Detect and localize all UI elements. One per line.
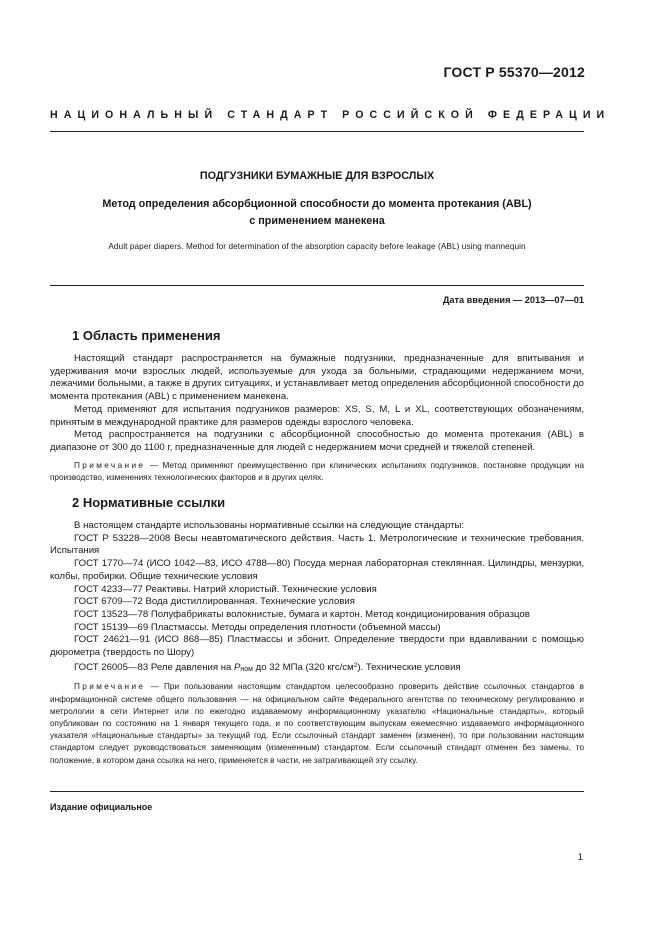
reference-item: ГОСТ 24621—91 (ИСО 868—85) Пластмассы и эбонит. Определение твердости при вдавливании с помощью дюрометра (твердость по Шору) — [50, 634, 584, 659]
header-rule — [50, 131, 584, 132]
national-standard-banner: НАЦИОНАЛЬНЫЙ СТАНДАРТ РОССИЙСКОЙ ФЕДЕРАЦИИ — [50, 109, 611, 121]
section-1-note — [50, 460, 584, 484]
subtitle-line-2: с применением манекена — [249, 215, 385, 227]
references-intro: В настоящем стандарте использованы нормативные ссылки на следующие стандарты: — [74, 520, 465, 532]
main-content — [50, 328, 584, 767]
section-1-heading: 1 Область применения — [72, 328, 221, 343]
note-label: Примечание — [74, 460, 146, 470]
ref-last-superscript: 2 — [353, 661, 358, 669]
document-title: ПОДГУЗНИКИ БУМАЖНЫЕ ДЛЯ ВЗРОСЛЫХ — [199, 170, 435, 182]
introduction-date: Дата введения — 2013—07—01 — [442, 295, 584, 305]
reference-item: ГОСТ 1770—74 (ИСО 1042—83, ИСО 4788—80) Посуда мерная лабораторная стеклянная. Цилиндры, мензурки, колбы, пробирки. Общие технические условия — [50, 558, 584, 582]
reference-item-last — [50, 660, 584, 677]
page-number: 1 — [577, 852, 583, 863]
reference-item: ГОСТ 13523—78 Полуфабрикаты волокнистые, бумага и картон. Метод кондиционирования образцов — [74, 608, 530, 620]
reference-item: ГОСТ 4233—77 Реактивы. Натрий хлористый. Технические условия — [74, 583, 377, 595]
note-text: — Метод применяют преимущественно при клинических испытаниях подгузников, постановке продукции на производство, изменениях технологических факторов и в других целях. — [50, 460, 584, 482]
section-1-paragraph-2: Метод применяют для испытания подгузников размеров: XS, S, M, L и XL, соответствующих обозначениям, принятым в международной практике для размеров одежды взрослого человека. — [50, 403, 584, 428]
title-rule — [50, 285, 584, 286]
footer-rule — [50, 791, 584, 792]
english-title: Adult paper diapers. Method for determination of the absorption capacity before leakage (ABL) using mannequin — [108, 242, 526, 251]
document-subtitle — [50, 196, 584, 230]
subtitle-line-1: Метод определения абсорбционной способности до момента протекания (ABL) — [102, 198, 532, 210]
ref-last-mid: до 32 МПа (320 кгс/см — [253, 661, 354, 673]
reference-item: ГОСТ Р 53228—2008 Весы неавтоматического действия. Часть 1. Метрологические и технические требования. Испытания — [50, 532, 584, 557]
note-label: Примечание — [74, 682, 146, 692]
normative-references — [50, 520, 584, 676]
official-edition-label: Издание официальное — [50, 802, 153, 812]
reference-item: ГОСТ 15139—69 Пластмассы. Методы определения плотности (объемной массы) — [74, 621, 441, 633]
ref-last-subscript: ном — [240, 665, 253, 673]
reference-item: ГОСТ 6709—72 Вода дистиллированная. Технические условия — [74, 596, 355, 608]
ref-last-suffix: ). Технические условия — [357, 661, 461, 673]
section-1-paragraph-3: Метод распространяется на подгузники с абсорбционной способностью до момента протекания (ABL) в диапазоне от 300 до 1100 г, предназначенные для людей с недержанием мочи средней и тяжелой степеней. — [50, 429, 584, 453]
ref-last-symbol: P — [234, 661, 241, 673]
ref-last-prefix: ГОСТ 26005—83 Реле давления на — [74, 661, 235, 673]
section-1-paragraph-1: Настоящий стандарт распространяется на бумажные подгузники, предназначенные для впитывания и удерживания мочи взрослых людей, используемые для ухода за больными, страдающими недержанием мочи, лежачими больными, а также в других ситуациях, и устанавливает метод определения абсорбционной способности до момента протекания (ABL) с применением манекена. — [50, 353, 584, 403]
standard-designation: ГОСТ Р 55370—2012 — [443, 64, 585, 80]
section-2-note — [50, 681, 584, 766]
note-text: — При пользовании настоящим стандартом целесообразно проверить действие ссылочных стандартов в информационной системе общего пользования — на официальном сайте Федерального агентства по техническому регулированию и метрологии в сети Интернет или по ежегодно издаваемому информационному указателю «Национальные стандарты», который опубликован по состоянию на 1 января текущего года, и по соответствующим выпускам ежемесячно издаваемого информационного указателя «Национальные стандарты» за текущий год. Если ссылочный стандарт заменен (изменен), то при пользовании настоящим стандартом следует руководствоваться заменяющим (измененным) стандартом. Если ссылочный стандарт отменен без замены, то положение, в котором дана ссылка на него, применяется в части, не затрагивающей эту ссылку. — [50, 682, 584, 765]
section-2-heading: 2 Нормативные ссылки — [72, 495, 226, 511]
